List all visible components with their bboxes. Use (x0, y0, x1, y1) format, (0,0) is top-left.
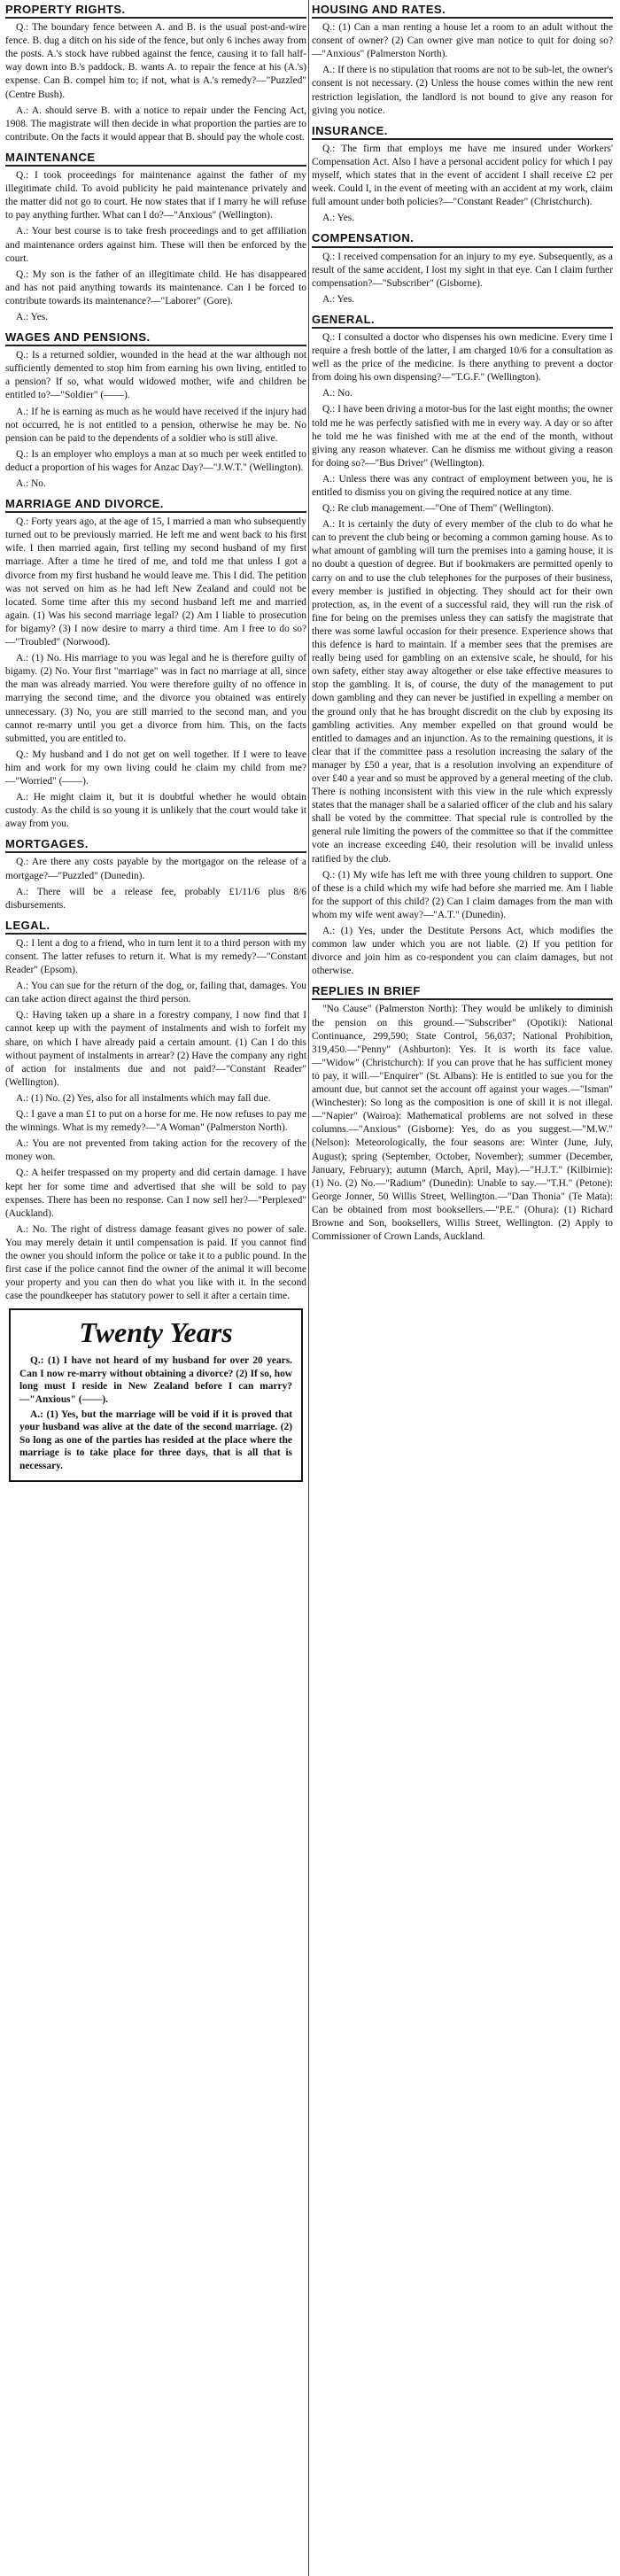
section-heading-wages-pensions: WAGES AND PENSIONS. (5, 328, 306, 346)
paragraph: Q.: The firm that employs me have me insured under Workers' Compensation Act. Also I have a personal accident policy for which I pay myself, which states that in the event of accident I shall receive £2 per week. Could I, in the event of meeting with an accident at my work, claim full amount under both policies?—"Constant Reader" (Christchurch). (312, 143, 613, 208)
paragraph: Q.: A heifer trespassed on my property and did certain damage. I have kept her for some time and advertised that she will be sold to pay expenses. There has been no response. Can I now sell her?—"Perplexed" (Auckland). (5, 1168, 306, 1219)
paragraph: A.: He might claim it, but it is doubtful whether he would obtain custody. As the child is so young it is unlikely that the court would take it away from you. (5, 792, 306, 830)
section-heading-replies-in-brief: REPLIES IN BRIEF (312, 982, 613, 1000)
paragraph: Q.: My son is the father of an illegitimate child. He has disappeared and has not paid anything towards its maintenance. Can I be forced to contribute towards its maintenance?—"Laborer" (Gore). (5, 268, 306, 306)
paragraph: Q.: The boundary fence between A. and B. is the usual post-and-wire fence. B. dug a ditch on his side of the fence, but only 6 inches away from the posts. A.'s stock have rubbed against the fence, causing it to fall half-way down into B.'s paddock. B. wants A. to repair the fence at his (A.'s) expense. Can B. compel him to; if not, what is A.'s remedy?—"Puzzled" (Centre Bush). (5, 22, 306, 100)
section-heading-marriage-divorce: MARRIAGE AND DIVORCE. (5, 494, 306, 513)
paragraph: Q.: Are there any costs payable by the mortgagor on the release of a mortgage?—"Puzzled" (Dunedin). (5, 857, 306, 881)
paragraph: Q.: I took proceedings for maintenance against the father of my illegitimate child. To avoid publicity he paid maintenance privately and the matter did not go to court. He now states that if I marry he will refuse to pay anything further. What can I do?—"Anxious" (Wellington). (5, 170, 306, 221)
paragraph: A.: Yes. (322, 293, 355, 305)
column-divider (308, 0, 309, 2576)
paragraph: A.: If he is earning as much as he would have received if the injury had not occurred, he is not entitled to a pension, otherwise he may be. No pension can be paid to the dependents of a soldier who is still alive. (5, 406, 306, 444)
paragraph: Q.: Forty years ago, at the age of 15, I married a man who subsequently turned out to be previously married. He left me and went back to his first wife. I then married again, first telling my second husband of my first marriage. After a time he tired of me, and told me that unless I got a divorce from my first husband he would leave me. This I did. The petition was not served on him as he had left New Zealand and could not be located. Some time after this my second husband left me and married again. (1) Was his second marriage legal? (2) Am I liable to prosecution for bigamy? (3) I now desire to marry a third time. Am I free to do so?—"Troubled" (Norwood). (5, 516, 306, 648)
paragraph: Q.: I have been driving a motor-bus for the last eight months; the owner told me he was perfectly satisfied with me in every way. A day or so after he told me he was finished with me at the end of the month, without giving any reason whatever. Can he dismiss me without giving a reason for doing so?—"Bus Driver" (Wellington). (312, 404, 613, 469)
feature-box-answer: A.: (1) Yes, but the marriage will be void if it is proved that your husband was alive at the date of the second marriage. (2) So long as one of the parties has resided at the place where the marriage is to take place for three days, that is all that is necessary. (19, 1408, 292, 1471)
twenty-years-feature-box (9, 1308, 303, 1482)
paragraph: A.: No. (322, 388, 353, 400)
section-heading-housing-rates: HOUSING AND RATES. (312, 0, 613, 19)
paragraph: Q.: My husband and I do not get on well together. If I were to leave him and work for my own living could he claim my child from me?—"Worried" (——). (5, 749, 306, 787)
paragraph: A.: You can sue for the return of the dog, or, failing that, damages. You can take action direct against the third person. (5, 981, 306, 1005)
paragraph: A.: Your best course is to take fresh proceedings and to get affiliation and maintenance orders against him. These will then be enforced by the court. (5, 226, 306, 264)
paragraph: "No Cause" (Palmerston North): They would be unlikely to diminish the pension on this ground.—"Subscriber" (Opotiki): National Continuance, 299,590; State Control, 56,037; National Prohibition, 319,450.—"Penny" (Ashburton): Yes. It is worth its face value.—"Widow" (Christchurch): If you can prove that he has sufficient money to pay, it will.—"Enquirer" (St. Albans): He is entitled to sue you for the amount due, but cannot set the account off against your wages.—"Isman" (Winchester): So long as the composition is one of skill it is not illegal.—"Napier" (Wairoa): Mathematical problems are not solved in these columns.—"Anxious" (Gisborne): Yes, do as you suggest.—"M.W." (Nelson): Meteorologically, the four seasons are: Winter (June, July, August); spring (September, October, November); summer (December, January, February); autumn (March, April, May).—"H.J.T." (Kilbirnie): (1) No. (2) No.—"Radium" (Dunedin): Unable to say.—"T.H." (Petone): George Jonner, 50 Willis Street, Wellington.—"Dan Thonia" (Te Mata): Can be obtained from most booksellers.—"P.E." (Ohura): (1) Richard Browne and Son, booksellers, Willis Street, Wellington. (2) Apply to Commissioner of Crown Lands, Auckland. (312, 1004, 613, 1243)
paragraph: A.: It is certainly the duty of every member of the club to do what he can to prevent the club being or becoming a common gaming house. As to what amount of gambling will turn the premises into a gaming house, it is no doubt a question of degree. But if bookmakers are permitted openly to carry on and to use the club telephones for the purposes of their business, every member is justified in objecting. They should act for their own protection, as, in the event of a successful raid, they will run the risk of fine for being on the premises unless they can satisfy the magistrate that there was some lawful occasion for their presence. Experience shows that this defence is hard to maintain. If a member sees that the premises are really being used for gambling on an extensive scale, he should, for his own safety, either stay away altogether or else take effective measures to stop the gambling. It is, of course, the duty of the management to put down gambling and they can never be justified in expelling a member on the ground only that he has brought discredit on the club by exposing its gambling activities. Any member expelled on that ground would be entitled to damages and an injunction. As to the remaining questions, it is clear that if the committee pass a resolution increasing the salary of the manager by £50 a year, that is a resolution involving an expenditure of over £40 a year and so must be approved by a general meeting of the club. There is nothing inconsistent with this view in the rule which expressly states that the manager shall be a salaried officer of the club and his salary shall be voted by the committee. That special rule is controlled by the general rule limiting the powers of the committee so that if the committee vote an increase exceeding £40, their resolution will be invalid unless ratified by the club. (312, 519, 613, 865)
paragraph: Q.: I received compensation for an injury to my eye. Subsequently, as a result of the same accident, I lost my sight in that eye. Can I claim further compensation?—"Subscriber" (Gisborne). (312, 251, 613, 289)
section-heading-general: GENERAL. (312, 310, 613, 329)
left-column (5, 0, 306, 1487)
paragraph: Q.: Re club management.—"One of Them" (Wellington). (322, 503, 554, 515)
paragraph: Q.: Is a returned soldier, wounded in the head at the war although not sufficiently demented to stop him from earning his own living, entitled to a pension? If so, what would widowed mother, wife and children be entitled to?—"Soldier" (——). (5, 350, 306, 401)
section-heading-insurance: INSURANCE. (312, 121, 613, 140)
paragraph: A.: (1) Yes, under the Destitute Persons Act, which modifies the common law under which you are not liable. (2) If you petition for divorce and join him as co-respondent you can claim damages, but not otherwise. (312, 926, 613, 977)
paragraph: A.: No. The right of distress damage feasant gives no power of sale. You may merely detain it until compensation is paid. If you cannot find the owner you should inform the police or take it to a public pound. In the first case if the police cannot find the owner of the animal it will become your property and you can then do what you like with it. In the second case the poundkeeper has statutory power to sell it after a certain time. (5, 1223, 306, 1302)
paragraph: Q.: (1) Can a man renting a house let a room to an adult without the consent of owner? (2) Can owner give man notice to quit for doing so?—"Anxious" (Palmerston North). (312, 22, 613, 60)
paragraph: Q.: I gave a man £1 to put on a horse for me. He now refuses to pay me the winnings. What is my remedy?—"A Woman" (Palmerston North). (5, 1109, 306, 1134)
feature-box-question: Q.: (1) I have not heard of my husband for over 20 years. Can I now re-marry without obtaining a divorce? (2) If so, how long must I reside in New Zealand before I can marry?—"Anxious" (——). (19, 1355, 292, 1405)
section-heading-legal: LEGAL. (5, 916, 306, 935)
paragraph: A.: Unless there was any contract of employment between you, he is entitled to dismiss you on giving the required notice at any time. (312, 473, 613, 498)
paragraph: A.: (1) No. (2) Yes, also for all instalments which may fall due. (16, 1092, 271, 1104)
paragraph: A.: A. should serve B. with a notice to repair under the Fencing Act, 1908. The magistrate will then decide in what proportion the parties are to contribute. On the facts it would appear that B. should pay the whole cost. (5, 105, 306, 143)
section-heading-maintenance: MAINTENANCE (5, 148, 306, 167)
paragraph: A.: There will be a release fee, probably £1/11/6 plus 8/6 disbursements. (5, 886, 306, 911)
paragraph: A.: No. (16, 478, 46, 489)
paragraph: Q.: I lent a dog to a friend, who in turn lent it to a third person with my consent. The latter refuses to return it. What is my remedy?—"Constant Reader" (Epsom). (5, 937, 306, 976)
section-heading-compensation: COMPENSATION. (312, 229, 613, 247)
paragraph: Q.: Is an employer who employs a man at so much per week entitled to deduct a proportion of his wages for Anzac Day?—"J.W.T." (Wellington). (5, 448, 306, 473)
section-heading-mortgages: MORTGAGES. (5, 834, 306, 853)
section-heading-property-rights: PROPERTY RIGHTS. (5, 0, 306, 19)
paragraph: Q.: I consulted a doctor who dispenses his own medicine. Every time I require a fresh bottle of the latter, I am charged 10/6 for a consultation as well as the price of the medicine. Is there anything to prevent a doctor from doing his own dispensing?—"T.G.F." (Wellington). (312, 331, 613, 384)
paragraph: A.: If there is no stipulation that rooms are not to be sub-let, the owner's consent is not necessary. (2) Unless the house comes within the new rent restriction legislation, the landlord is not bound to give any reason for giving you notice. (312, 65, 613, 116)
feature-box-title: Twenty Years (79, 1316, 233, 1349)
paragraph: A.: Yes. (16, 311, 49, 322)
paragraph: A.: (1) No. His marriage to you was legal and he is therefore guilty of bigamy. (2) No. Your first "marriage" was in fact no marriage at all, since the man was already married. You were therefore guilty of no offence in marrying the second time, and the divorce you obtained was entirely unnecessary. (3) No, you are still married to the second man, and you cannot re-marry until you get a divorce from him. This, on the facts submitted, you are entitled to. (5, 653, 306, 744)
paragraph: Q.: (1) My wife has left me with three young children to support. One of these is a child which my wife had before she married me. Am I liable for the support of this child? (2) Can I claim damages from the man with whom my wife went away?—"A.T." (Dunedin). (312, 869, 613, 920)
paragraph: Q.: Having taken up a share in a forestry company, I now find that I cannot keep up with the payment of instalments and wish to forfeit my share, on which I have already paid a certain amount. (1) Can I do this without payment of instalments in arrear? (2) Have the company any right of action for instalments due and not paid?—"Constant Reader" (Wellington). (5, 1010, 306, 1088)
paragraph: A.: You are not prevented from taking action for the recovery of the money won. (5, 1138, 306, 1163)
paragraph: A.: Yes. (322, 213, 355, 224)
right-column (312, 0, 613, 1246)
